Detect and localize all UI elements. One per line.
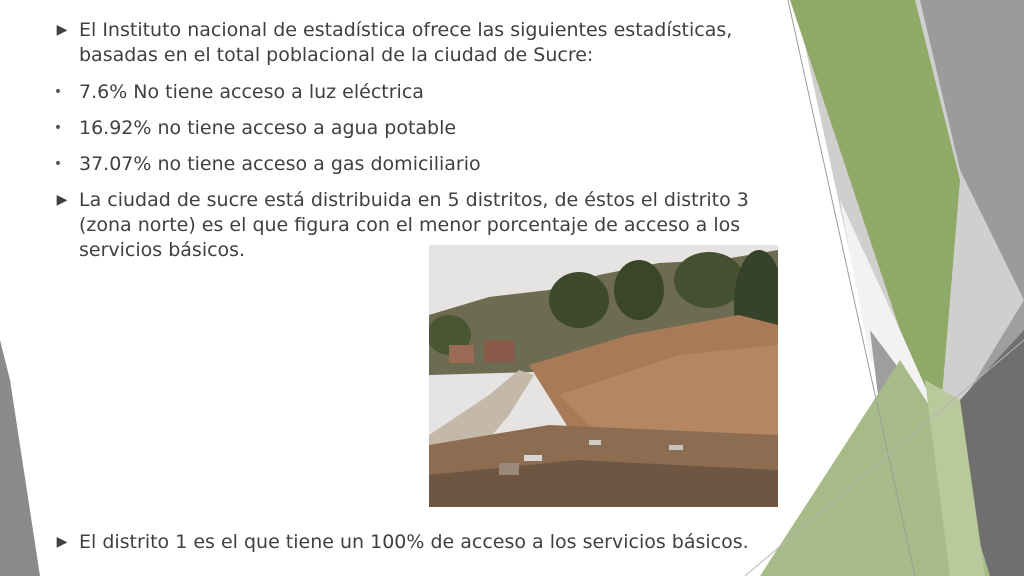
triangle-bullet-icon: ▶ [56,192,68,208]
triangle-bullet-icon: ▶ [56,22,68,38]
bullet-text: 16.92% no tiene acceso a agua potable [79,117,457,139]
bullet-text: El Instituto nacional de estadística ofrece las siguientes estadísticas, basadas en el total poblacional de la ciudad de Sucre: [79,19,733,66]
bullet-text: El distrito 1 es el que tiene un 100% de acceso a los servicios básicos. [79,531,749,553]
hillside-photo-icon [429,245,778,507]
dot-bullet-icon: • [53,156,63,172]
bullet-gas [52,152,752,177]
hillside-photo [429,245,778,507]
bullet-water [52,116,752,141]
bullet-text: 37.07% no tiene acceso a gas domiciliario [79,153,481,175]
bullet-electricity [52,80,752,105]
triangle-bullet-icon: ▶ [56,534,68,550]
bullet-ine-statistics [52,18,752,68]
bullet-district-one [52,530,752,555]
bullet-text: 7.6% No tiene acceso a luz eléctrica [79,81,424,103]
bullet-text: La ciudad de sucre está distribuida en 5 distritos, de éstos el distrito 3 (zona norte) es el que figura con el menor porcentaje de acceso a los servicios básicos. [79,189,749,261]
dot-bullet-icon: • [53,120,63,136]
dot-bullet-icon: • [53,84,63,100]
